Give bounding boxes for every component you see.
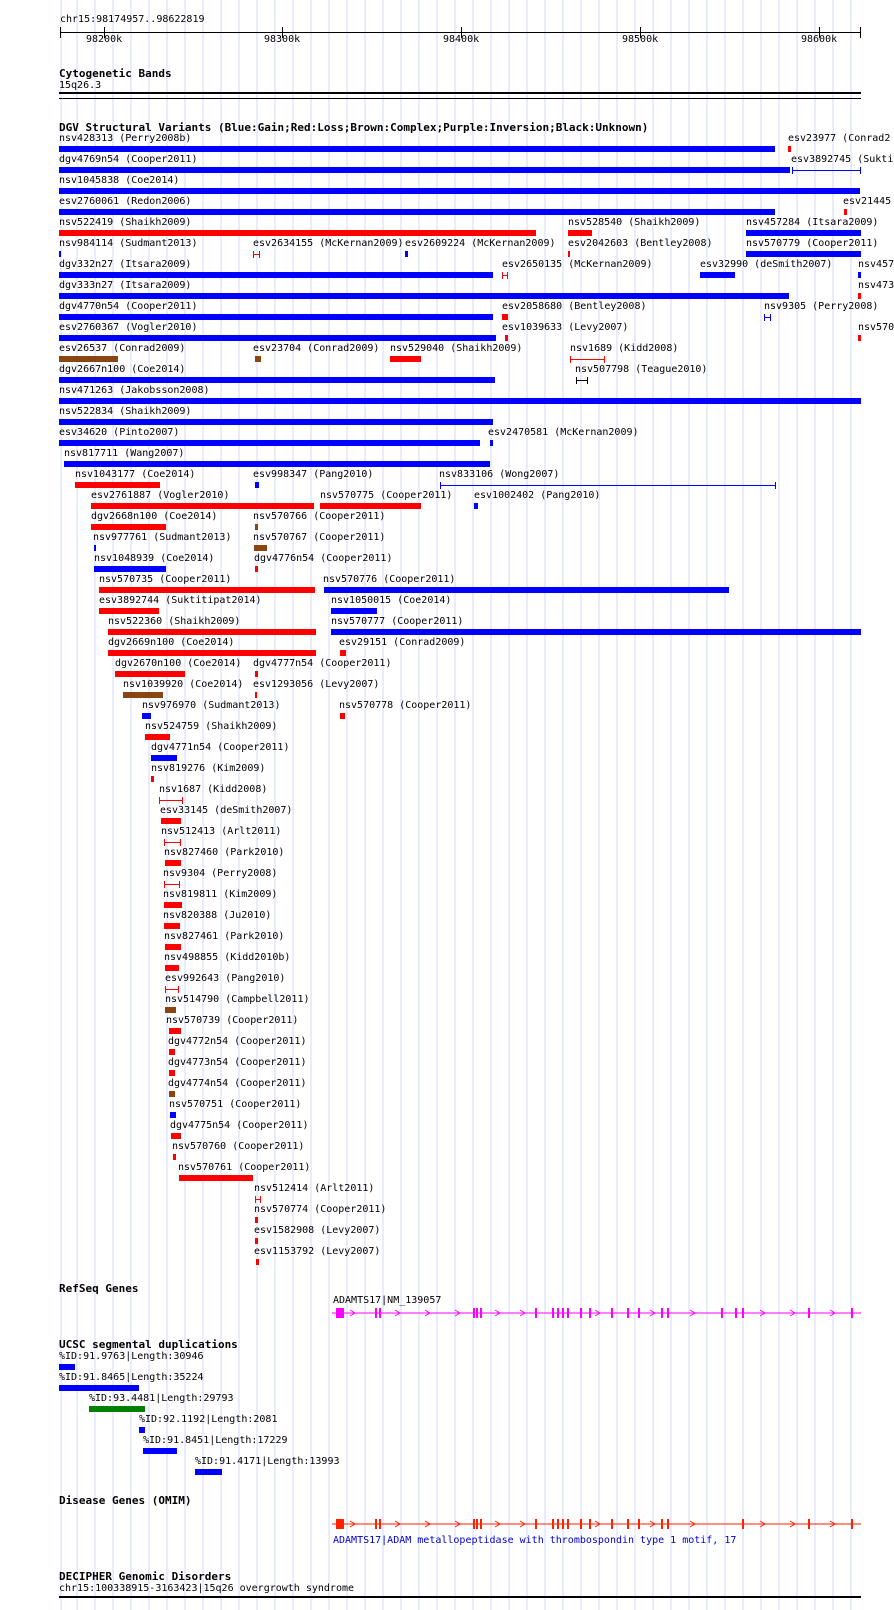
dgv-variant-label[interactable]: nsv570774 (Cooper2011): [254, 1204, 387, 1215]
dgv-variant-cap: [180, 839, 181, 846]
dgv-variant-cap: [775, 482, 776, 489]
exon[interactable]: [562, 1519, 564, 1529]
dgv-variant-bar[interactable]: [151, 776, 154, 782]
dgv-variant-bar[interactable]: [331, 608, 377, 614]
exon[interactable]: [480, 1308, 482, 1318]
dgv-variant-label[interactable]: nsv522360 (Shaikh2009): [108, 616, 241, 627]
dgv-variant-cap: [164, 839, 165, 846]
dgv-variant-bar[interactable]: [169, 1091, 175, 1097]
segdup-label[interactable]: %ID:91.9763|Length:30946: [59, 1351, 204, 1362]
dgv-variant-bar[interactable]: [256, 1259, 259, 1265]
dgv-variant-bar[interactable]: [123, 692, 163, 698]
dgv-variant-cap: [507, 272, 508, 279]
dgv-variant-label[interactable]: nsv522834 (Shaikh2009): [59, 406, 192, 417]
dgv-variant-label[interactable]: dgv2670n100 (Coe2014): [115, 658, 242, 669]
dgv-variant-bar[interactable]: [858, 293, 861, 299]
dgv-variant-label[interactable]: nsv570775 (Cooper2011): [320, 490, 453, 501]
dgv-variant-bar[interactable]: [255, 1238, 258, 1244]
exon[interactable]: [735, 1308, 737, 1318]
dgv-variant-label[interactable]: nsv471263 (Jakobsson2008): [59, 385, 210, 396]
dgv-variant-label[interactable]: nsv570779 (Cooper2011): [746, 238, 879, 249]
dgv-variant-cap: [764, 314, 765, 321]
dgv-variant-bar[interactable]: [165, 1007, 176, 1013]
dgv-variant-label[interactable]: dgv4772n54 (Cooper2011): [168, 1036, 307, 1047]
dgv-variant-bar[interactable]: [390, 356, 421, 362]
omim-gene-model[interactable]: [0, 1516, 890, 1532]
dgv-variant-cap: [253, 251, 254, 258]
ruler-tick-end: [860, 27, 861, 38]
dgv-variant-cap: [179, 881, 180, 888]
dgv-variant-label[interactable]: esv2760367 (Vogler2010): [59, 322, 198, 333]
dgv-variant-label[interactable]: nsv570739 (Cooper2011): [166, 1015, 299, 1026]
dgv-variant-label[interactable]: esv23704 (Conrad2009): [253, 343, 380, 354]
dgv-variant-label[interactable]: nsv512413 (Arlt2011): [161, 826, 282, 837]
ruler-tick-label: 98400k: [443, 34, 480, 45]
dgv-variant-bar[interactable]: [505, 335, 508, 341]
segdup-label[interactable]: %ID:91.4171|Length:13993: [195, 1456, 340, 1467]
dgv-variant-label[interactable]: nsv570766 (Cooper2011): [253, 511, 386, 522]
dgv-variant-bar[interactable]: [340, 713, 345, 719]
dgv-variant-label[interactable]: esv1293056 (Levy2007): [253, 679, 380, 690]
dgv-variant-bar[interactable]: [255, 566, 258, 572]
dgv-variant-label[interactable]: nsv1039920 (Coe2014): [123, 679, 244, 690]
dgv-variant-bar[interactable]: [858, 335, 861, 341]
exon[interactable]: [667, 1519, 669, 1529]
dgv-variant-label[interactable]: dgv4771n54 (Cooper2011): [151, 742, 290, 753]
dgv-variant-label[interactable]: nsv570735 (Cooper2011): [99, 574, 232, 585]
exon[interactable]: [742, 1519, 744, 1529]
dgv-variant-bar[interactable]: [99, 587, 315, 593]
dgv-variant-label[interactable]: esv2634155 (McKernan2009): [253, 238, 404, 249]
dgv-variant-cap: [502, 272, 503, 279]
exon[interactable]: [580, 1308, 582, 1318]
exon[interactable]: [379, 1308, 381, 1318]
exon[interactable]: [589, 1519, 591, 1529]
dgv-variant-label[interactable]: esv2042603 (Bentley2008): [568, 238, 713, 249]
segdup-bar[interactable]: [195, 1469, 222, 1475]
exon[interactable]: [375, 1519, 377, 1529]
dgv-variant-bar[interactable]: [59, 314, 493, 320]
dgv-variant-bar[interactable]: [94, 545, 96, 551]
cytoband-track-title[interactable]: Cytogenetic Bands: [59, 67, 172, 80]
exon[interactable]: [627, 1519, 629, 1529]
exon[interactable]: [611, 1519, 613, 1529]
exon[interactable]: [476, 1308, 478, 1318]
dgv-variant-label[interactable]: esv998347 (Pang2010): [253, 469, 374, 480]
dgv-variant-bar[interactable]: [142, 713, 151, 719]
dgv-variant-cap: [159, 797, 160, 804]
dgv-variant-label[interactable]: nsv827461 (Park2010): [164, 931, 285, 942]
cytoband-bar[interactable]: [59, 92, 861, 94]
dgv-variant-label[interactable]: nsv473: [858, 280, 894, 291]
dgv-variant-label[interactable]: esv26537 (Conrad2009): [59, 343, 186, 354]
dgv-variant-bar[interactable]: [59, 146, 775, 152]
dgv-variant-bar[interactable]: [108, 629, 316, 635]
dgv-variant-bar[interactable]: [169, 1070, 175, 1076]
exon[interactable]: [567, 1308, 569, 1318]
dgv-variant-cap: [440, 482, 441, 489]
segdup-label[interactable]: %ID:91.8465|Length:35224: [59, 1372, 204, 1383]
dgv-variant-bar[interactable]: [164, 902, 182, 908]
dgv-variant-label[interactable]: dgv4773n54 (Cooper2011): [168, 1057, 307, 1068]
dgv-variant-bar[interactable]: [324, 587, 729, 593]
dgv-variant-cap: [860, 167, 861, 174]
dgv-variant-bar[interactable]: [255, 1217, 258, 1223]
dgv-variant-bar[interactable]: [108, 650, 316, 656]
dgv-variant-label[interactable]: nsv570778 (Cooper2011): [339, 700, 472, 711]
dgv-variant-bar[interactable]: [164, 923, 180, 929]
dgv-variant-bar[interactable]: [170, 1112, 176, 1118]
dgv-variant-bar[interactable]: [145, 734, 170, 740]
dgv-variant-line[interactable]: [570, 359, 605, 360]
exon[interactable]: [535, 1308, 537, 1318]
dgv-variant-label[interactable]: nsv512414 (Arlt2011): [254, 1183, 375, 1194]
exon[interactable]: [473, 1308, 475, 1318]
dgv-variant-label[interactable]: dgv332n27 (Itsara2009): [59, 259, 192, 270]
dgv-variant-label[interactable]: nsv514790 (Campbell2011): [165, 994, 310, 1005]
dgv-variant-label[interactable]: nsv570760 (Cooper2011): [172, 1141, 305, 1152]
dgv-variant-bar[interactable]: [169, 1028, 181, 1034]
dgv-variant-bar[interactable]: [59, 167, 790, 173]
dgv-variant-bar[interactable]: [858, 272, 861, 278]
dgv-variant-bar[interactable]: [255, 356, 261, 362]
dgv-variant-bar[interactable]: [161, 818, 181, 824]
dgv-variant-bar[interactable]: [320, 503, 421, 509]
dgv-variant-label[interactable]: esv3892745 (Sukti: [791, 154, 894, 165]
dgv-variant-cap: [570, 356, 571, 363]
dgv-variant-label[interactable]: esv2761887 (Vogler2010): [91, 490, 230, 501]
segdup-track-title[interactable]: UCSC segmental duplications: [59, 1338, 238, 1351]
dgv-variant-label[interactable]: nsv457284 (Itsara2009): [746, 217, 879, 228]
dgv-variant-label[interactable]: nsv522419 (Shaikh2009): [59, 217, 192, 228]
exon[interactable]: [638, 1519, 640, 1529]
dgv-variant-bar[interactable]: [94, 566, 166, 572]
decipher-bar[interactable]: [59, 1596, 861, 1598]
decipher-item-label[interactable]: chr15:100338915-3163423|15q26 overgrowth syndrome: [59, 1583, 355, 1594]
exon[interactable]: [661, 1519, 663, 1529]
dgv-variant-bar[interactable]: [255, 524, 258, 530]
dgv-variant-label[interactable]: dgv4774n54 (Cooper2011): [168, 1078, 307, 1089]
dgv-variant-label[interactable]: esv1153792 (Levy2007): [254, 1246, 381, 1257]
dgv-variant-line[interactable]: [164, 842, 181, 843]
dgv-variant-label[interactable]: dgv2669n100 (Coe2014): [108, 637, 235, 648]
dgv-variant-bar[interactable]: [59, 440, 480, 446]
exon[interactable]: [557, 1308, 559, 1318]
exon[interactable]: [375, 1308, 377, 1318]
dgv-variant-bar[interactable]: [59, 230, 536, 236]
dgv-variant-label[interactable]: nsv1050015 (Coe2014): [331, 595, 452, 606]
dgv-variant-bar[interactable]: [405, 251, 408, 257]
segdup-label[interactable]: %ID:93.4481|Length:29793: [89, 1393, 234, 1404]
dgv-variant-bar[interactable]: [99, 608, 159, 614]
dgv-variant-line[interactable]: [159, 800, 183, 801]
dgv-variant-bar[interactable]: [165, 965, 179, 971]
dgv-variant-label[interactable]: nsv529040 (Shaikh2009): [390, 343, 523, 354]
dgv-variant-bar[interactable]: [115, 671, 185, 677]
dgv-variant-label[interactable]: esv2609224 (McKernan2009): [405, 238, 556, 249]
dgv-variant-bar[interactable]: [59, 272, 493, 278]
dgv-variant-label[interactable]: nsv507798 (Teague2010): [575, 364, 708, 375]
dgv-variant-bar[interactable]: [502, 314, 508, 320]
dgv-variant-bar[interactable]: [59, 335, 496, 341]
dgv-variant-bar[interactable]: [746, 230, 861, 236]
dgv-track-title[interactable]: DGV Structural Variants (Blue:Gain;Red:Loss;Brown:Complex;Purple:Inversion;Black:Unknown): [59, 121, 649, 134]
dgv-variant-bar[interactable]: [151, 755, 177, 761]
exon[interactable]: [480, 1519, 482, 1529]
dgv-variant-line[interactable]: [792, 170, 861, 171]
dgv-variant-label[interactable]: esv1582908 (Levy2007): [254, 1225, 381, 1236]
dgv-variant-bar[interactable]: [746, 251, 861, 257]
exon[interactable]: [552, 1519, 554, 1529]
dgv-variant-bar[interactable]: [340, 650, 346, 656]
dgv-variant-label[interactable]: dgv2668n100 (Coe2014): [91, 511, 218, 522]
segdup-bar[interactable]: [89, 1406, 145, 1412]
segdup-bar[interactable]: [59, 1385, 139, 1391]
dgv-variant-label[interactable]: nsv833106 (Wong2007): [439, 469, 560, 480]
dgv-variant-label[interactable]: nsv1045838 (Coe2014): [59, 175, 180, 186]
exon[interactable]: [567, 1519, 569, 1529]
dgv-variant-bar[interactable]: [91, 503, 314, 509]
ruler-tick-label: 98300k: [264, 34, 301, 45]
coordinate-range: chr15:98174957..98622819: [60, 14, 205, 25]
dgv-variant-label[interactable]: nsv1687 (Kidd2008): [159, 784, 268, 795]
exon[interactable]: [611, 1308, 613, 1318]
dgv-variant-label[interactable]: dgv4770n54 (Cooper2011): [59, 301, 198, 312]
exon[interactable]: [742, 1308, 744, 1318]
segdup-bar[interactable]: [59, 1364, 75, 1370]
dgv-variant-label[interactable]: esv23977 (Conrad2: [788, 133, 891, 144]
dgv-variant-bar[interactable]: [474, 503, 478, 509]
dgv-variant-bar[interactable]: [568, 230, 592, 236]
dgv-variant-label[interactable]: nsv1689 (Kidd2008): [570, 343, 679, 354]
dgv-variant-label[interactable]: nsv817711 (Wang2007): [64, 448, 185, 459]
ruler-tick-label: 98200k: [86, 34, 123, 45]
dgv-variant-label[interactable]: esv2760061 (Redon2006): [59, 196, 192, 207]
dgv-variant-label[interactable]: nsv819276 (Kim2009): [151, 763, 266, 774]
dgv-variant-label[interactable]: dgv333n27 (Itsara2009): [59, 280, 192, 291]
segdup-label[interactable]: %ID:91.8451|Length:17229: [143, 1435, 288, 1446]
dgv-variant-bar[interactable]: [59, 398, 861, 404]
dgv-variant-cap: [770, 314, 771, 321]
dgv-variant-label[interactable]: nsv984114 (Sudmant2013): [59, 238, 198, 249]
dgv-variant-label[interactable]: dgv4769n54 (Cooper2011): [59, 154, 198, 165]
exon[interactable]: [589, 1308, 591, 1318]
dgv-variant-bar[interactable]: [59, 293, 789, 299]
dgv-variant-label[interactable]: nsv457: [858, 259, 894, 270]
dgv-variant-label[interactable]: esv1002402 (Pang2010): [474, 490, 601, 501]
dgv-variant-label[interactable]: nsv570767 (Cooper2011): [253, 532, 386, 543]
exon[interactable]: [379, 1519, 381, 1529]
dgv-variant-bar[interactable]: [75, 482, 160, 488]
dgv-variant-label[interactable]: esv32990 (deSmith2007): [700, 259, 833, 270]
dgv-variant-label[interactable]: esv33145 (deSmith2007): [160, 805, 293, 816]
dgv-variant-bar[interactable]: [59, 188, 860, 194]
dgv-variant-label[interactable]: esv1039633 (Levy2007): [502, 322, 629, 333]
dgv-variant-cap: [259, 251, 260, 258]
exon[interactable]: [336, 1519, 344, 1529]
ruler-tick-start: [60, 27, 61, 38]
decipher-track-title[interactable]: DECIPHER Genomic Disorders: [59, 1570, 232, 1583]
exon[interactable]: [808, 1519, 810, 1529]
dgv-variant-bar[interactable]: [165, 860, 181, 866]
dgv-variant-cap: [792, 167, 793, 174]
dgv-variant-label[interactable]: esv2650135 (McKernan2009): [502, 259, 653, 270]
exon[interactable]: [851, 1519, 853, 1529]
exon[interactable]: [476, 1519, 478, 1529]
dgv-variant-label[interactable]: nsv820388 (Ju2010): [163, 910, 272, 921]
dgv-variant-label[interactable]: nsv977761 (Sudmant2013): [93, 532, 232, 543]
exon[interactable]: [580, 1519, 582, 1529]
dgv-variant-bar[interactable]: [255, 671, 258, 677]
dgv-variant-bar[interactable]: [173, 1154, 176, 1160]
dgv-variant-label[interactable]: nsv570751 (Cooper2011): [169, 1099, 302, 1110]
dgv-variant-label[interactable]: dgv4775n54 (Cooper2011): [170, 1120, 309, 1131]
dgv-variant-bar[interactable]: [568, 251, 570, 257]
dgv-variant-bar[interactable]: [255, 692, 257, 698]
dgv-variant-label[interactable]: esv992643 (Pang2010): [165, 973, 286, 984]
dgv-variant-label[interactable]: esv29151 (Conrad2009): [339, 637, 466, 648]
dgv-variant-label[interactable]: nsv819811 (Kim2009): [163, 889, 278, 900]
segdup-bar[interactable]: [139, 1427, 145, 1433]
dgv-variant-label[interactable]: nsv1043177 (Coe2014): [75, 469, 196, 480]
dgv-variant-label[interactable]: dgv2667n100 (Coe2014): [59, 364, 186, 375]
exon[interactable]: [336, 1308, 344, 1318]
exon[interactable]: [562, 1308, 564, 1318]
dgv-variant-bar[interactable]: [59, 209, 775, 215]
dgv-variant-label[interactable]: nsv976970 (Sudmant2013): [142, 700, 281, 711]
dgv-variant-label[interactable]: nsv428313 (Perry2008b): [59, 133, 192, 144]
exon[interactable]: [535, 1519, 537, 1529]
ruler-tick-label: 98500k: [622, 34, 659, 45]
refseq-gene-label[interactable]: ADAMTS17|NM_139057: [333, 1295, 442, 1306]
exon[interactable]: [667, 1308, 669, 1318]
exon[interactable]: [721, 1308, 723, 1318]
exon[interactable]: [557, 1519, 559, 1529]
dgv-variant-bar[interactable]: [179, 1175, 253, 1181]
dgv-variant-cap: [164, 881, 165, 888]
dgv-variant-line[interactable]: [164, 884, 180, 885]
dgv-variant-bar[interactable]: [91, 524, 166, 530]
dgv-variant-label[interactable]: nsv1048939 (Coe2014): [94, 553, 215, 564]
dgv-variant-cap: [178, 986, 179, 993]
dgv-variant-cap: [165, 986, 166, 993]
dgv-variant-line[interactable]: [440, 485, 776, 486]
exon[interactable]: [627, 1308, 629, 1318]
dgv-variant-bar[interactable]: [254, 545, 267, 551]
cytoband-underline: [59, 98, 861, 99]
dgv-variant-label[interactable]: nsv498855 (Kidd2010b): [164, 952, 291, 963]
dgv-variant-label[interactable]: esv2470581 (McKernan2009): [488, 427, 639, 438]
dgv-variant-bar[interactable]: [64, 461, 490, 467]
dgv-variant-bar[interactable]: [169, 1049, 175, 1055]
dgv-variant-bar[interactable]: [59, 356, 118, 362]
ruler-tick-label: 98600k: [801, 34, 838, 45]
refseq-track-title[interactable]: RefSeq Genes: [59, 1282, 139, 1295]
cytoband-label[interactable]: 15q26.3: [59, 80, 102, 91]
exon[interactable]: [661, 1308, 663, 1318]
dgv-variant-label[interactable]: dgv4776n54 (Cooper2011): [254, 553, 393, 564]
segdup-bar[interactable]: [143, 1448, 177, 1454]
dgv-variant-label[interactable]: esv34620 (Pinto2007): [59, 427, 180, 438]
refseq-gene-model[interactable]: [0, 1305, 890, 1321]
dgv-variant-bar[interactable]: [490, 440, 493, 446]
dgv-variant-cap: [576, 377, 577, 384]
dgv-variant-label[interactable]: nsv9304 (Perry2008): [163, 868, 278, 879]
dgv-variant-label[interactable]: dgv4777n54 (Cooper2011): [253, 658, 392, 669]
dgv-variant-bar[interactable]: [844, 209, 847, 215]
exon[interactable]: [552, 1308, 554, 1318]
exon[interactable]: [808, 1308, 810, 1318]
omim-gene-label[interactable]: ADAMTS17|ADAM metallopeptidase with thrombospondin type 1 motif, 17: [333, 1535, 737, 1546]
dgv-variant-bar[interactable]: [59, 377, 495, 383]
segdup-label[interactable]: %ID:92.1192|Length:2081: [139, 1414, 278, 1425]
dgv-variant-label[interactable]: nsv827460 (Park2010): [164, 847, 285, 858]
dgv-variant-line[interactable]: [165, 989, 179, 990]
exon[interactable]: [473, 1519, 475, 1529]
dgv-variant-bar[interactable]: [59, 419, 493, 425]
omim-track-title[interactable]: Disease Genes (OMIM): [59, 1494, 192, 1507]
dgv-variant-label[interactable]: esv21445: [843, 196, 892, 207]
dgv-variant-cap: [587, 377, 588, 384]
exon[interactable]: [851, 1308, 853, 1318]
dgv-variant-cap: [604, 356, 605, 363]
dgv-variant-label[interactable]: nsv570: [858, 322, 894, 333]
dgv-variant-bar[interactable]: [788, 146, 791, 152]
exon[interactable]: [638, 1308, 640, 1318]
dgv-variant-label[interactable]: esv2058680 (Bentley2008): [502, 301, 647, 312]
dgv-variant-cap: [255, 1196, 256, 1203]
dgv-variant-label[interactable]: nsv570761 (Cooper2011): [178, 1162, 311, 1173]
dgv-variant-cap: [182, 797, 183, 804]
dgv-variant-bar[interactable]: [700, 272, 735, 278]
dgv-variant-label[interactable]: nsv570776 (Cooper2011): [323, 574, 456, 585]
dgv-variant-bar[interactable]: [59, 251, 61, 257]
dgv-variant-bar[interactable]: [331, 629, 861, 635]
dgv-variant-label[interactable]: esv3892744 (Suktitipat2014): [99, 595, 262, 606]
dgv-variant-bar[interactable]: [165, 944, 181, 950]
dgv-variant-label[interactable]: nsv9305 (Perry2008): [764, 301, 879, 312]
dgv-variant-label[interactable]: nsv524759 (Shaikh2009): [145, 721, 278, 732]
dgv-variant-bar[interactable]: [255, 482, 259, 488]
dgv-variant-cap: [260, 1196, 261, 1203]
dgv-variant-label[interactable]: nsv528540 (Shaikh2009): [568, 217, 701, 228]
dgv-variant-bar[interactable]: [171, 1133, 181, 1139]
dgv-variant-label[interactable]: nsv570777 (Cooper2011): [331, 616, 464, 627]
